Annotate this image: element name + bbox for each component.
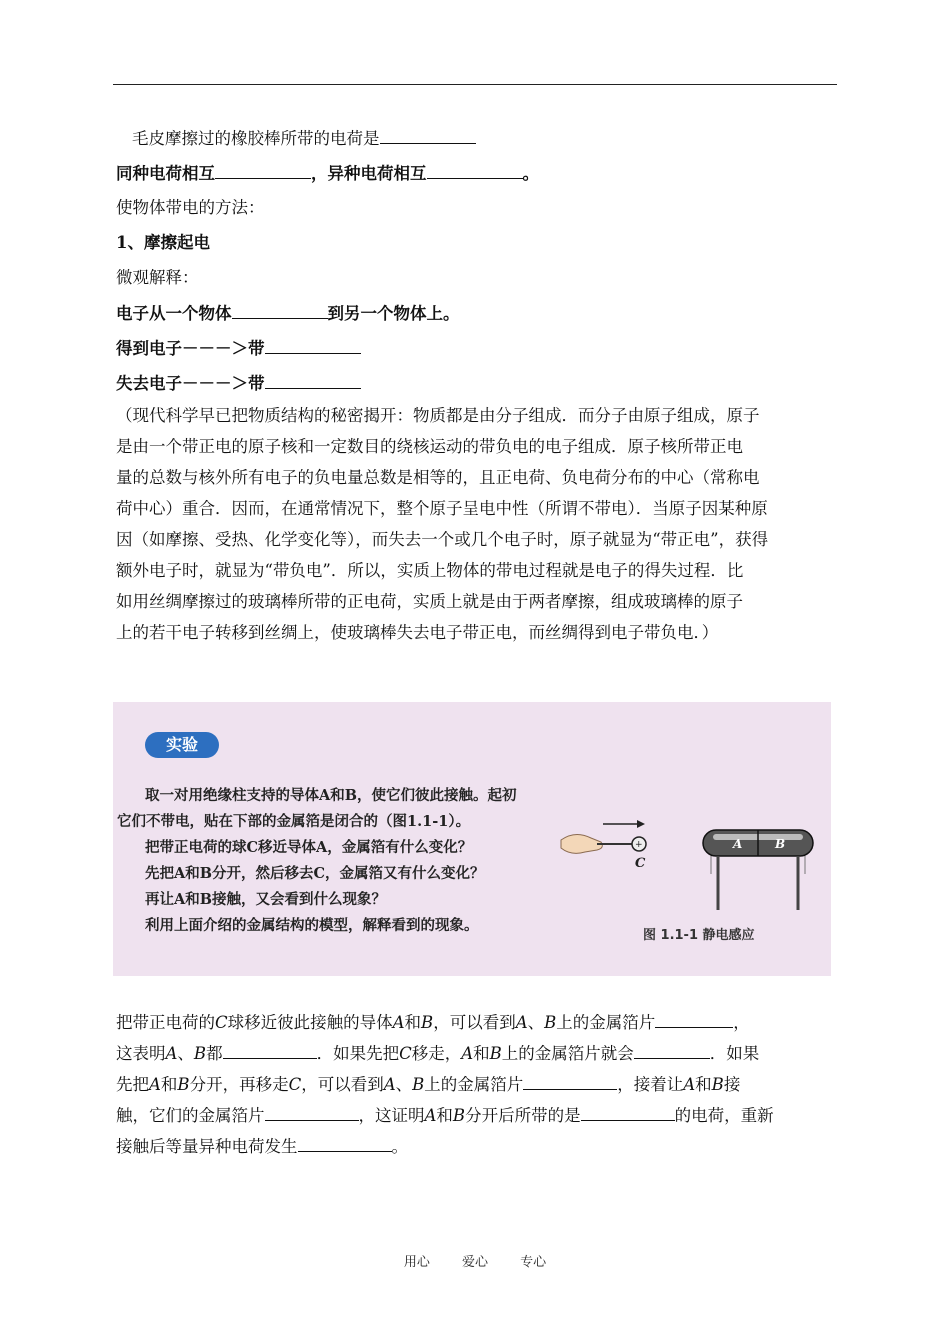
fill-blank[interactable] [581,1105,675,1121]
line-6: 电子从一个物体 到另一个物体上。 [116,304,460,323]
experiment-line: 先把A和B分开，然后移去C，金属箔又有什么变化？ [145,865,485,882]
line-3: 使物体带电的方法： [116,198,265,217]
experiment-line: 取一对用绝缘柱支持的导体A和B，使它们彼此接触。起初 [145,787,517,804]
experiment-line: 利用上面介绍的金属结构的模型，解释看到的现象。 [145,917,479,934]
experiment-figure [113,702,831,976]
para-line: 如用丝绸摩擦过的玻璃棒所带的正电荷，实质上就是由于两者摩擦，组成玻璃棒的原子 [116,592,743,611]
footer-text: 爱心 [461,1255,488,1270]
exercise-line: 先把A和B分开，再移走C，可以看到A、B上的金属箔片 ，接着让A和B接 [116,1075,741,1094]
page-footer [0,1251,950,1270]
exercise-line: 把带正电荷的C球移近彼此接触的导体A和B，可以看到A、B上的金属箔片 ， [116,1013,750,1032]
experiment-line: 它们不带电，贴在下部的金属箔是闭合的（图1.1-1）。 [117,813,471,830]
para-line: 荷中心）重合．因而，在通常情况下，整个原子呈电中性（所谓不带电）．当原子因某种原 [116,499,768,518]
experiment-line: 再让A和B接触，又会看到什么现象？ [145,891,387,908]
fill-blank[interactable] [232,303,328,319]
exercise-paragraph [116,1012,840,1167]
section-heading: 1、摩擦起电 [116,233,210,252]
experiment-line: 把带正电荷的球C移近导体A，金属箔有什么变化？ [145,839,473,856]
fill-blank[interactable] [427,163,523,179]
hand-icon [561,834,602,853]
plus-sign: + [635,840,643,850]
experiment-text [117,786,557,942]
exercise-line: 触，它们的金属箔片 ，这证明A和B分开后所带的是 的电荷，重新 [116,1106,774,1125]
arrow-head-icon [637,820,645,828]
fill-blank[interactable] [265,1105,359,1121]
fill-blank[interactable] [380,128,476,144]
fill-blank[interactable] [265,373,361,389]
conductor-b-label: B [775,837,786,851]
conductor-a-label: A [733,837,743,851]
fill-blank[interactable] [655,1012,733,1028]
line-2: 同种电荷相互 ，异种电荷相互 。 [116,164,539,183]
fill-blank[interactable] [298,1136,392,1152]
figure-caption: 图 1.1-1 静电感应 [643,928,755,943]
fill-blank[interactable] [523,1074,617,1090]
line-7: 得到电子－－－＞带 [116,338,840,359]
para-line: 是由一个带正电的原子核和一定数目的绕核运动的带负电的电子组成．原子核所带正电 [116,437,743,456]
ball-label: C [635,856,646,871]
line-1: 毛皮摩擦过的橡胶棒所带的电荷是 [132,128,856,149]
para-line: 因（如摩擦、受热、化学变化等），而失去一个或几个电子时，原子就显为“带正电”，获得 [116,530,769,549]
electrostatic-induction-diagram [553,802,823,922]
para-line: 上的若干电子转移到丝绸上，使玻璃棒失去电子带正电，而丝绸得到电子带负电．） [116,623,719,642]
fill-blank[interactable] [265,338,361,354]
line-5: 微观解释： [116,268,199,287]
exercise-line: 这表明A、B都 ．如果先把C移走，A和B上的金属箔片就会 ．如果 [116,1044,760,1063]
line-8: 失去电子－－－＞带 [116,373,840,394]
explanation-paragraph [116,406,840,654]
exercise-line: 接触后等量异种电荷发生 。 [116,1137,408,1156]
fill-blank[interactable] [634,1043,710,1059]
experiment-badge: 实验 [145,732,219,758]
para-line: 额外电子时，就显为“带负电”．所以，实质上物体的带电过程就是电子的得失过程．比 [116,561,744,580]
para-line: （现代科学早已把物质结构的秘密揭开：物质都是由分子组成．而分子由原子组成，原子 [116,406,760,425]
fill-blank[interactable] [215,163,311,179]
header-rule [113,84,837,85]
footer-text: 专心 [520,1255,547,1270]
footer-text: 用心 [403,1255,430,1270]
fill-blank[interactable] [223,1043,317,1059]
para-line: 量的总数与核外所有电子的负电量总数是相等的，且正电荷、负电荷分布的中心（常称电 [116,468,760,487]
